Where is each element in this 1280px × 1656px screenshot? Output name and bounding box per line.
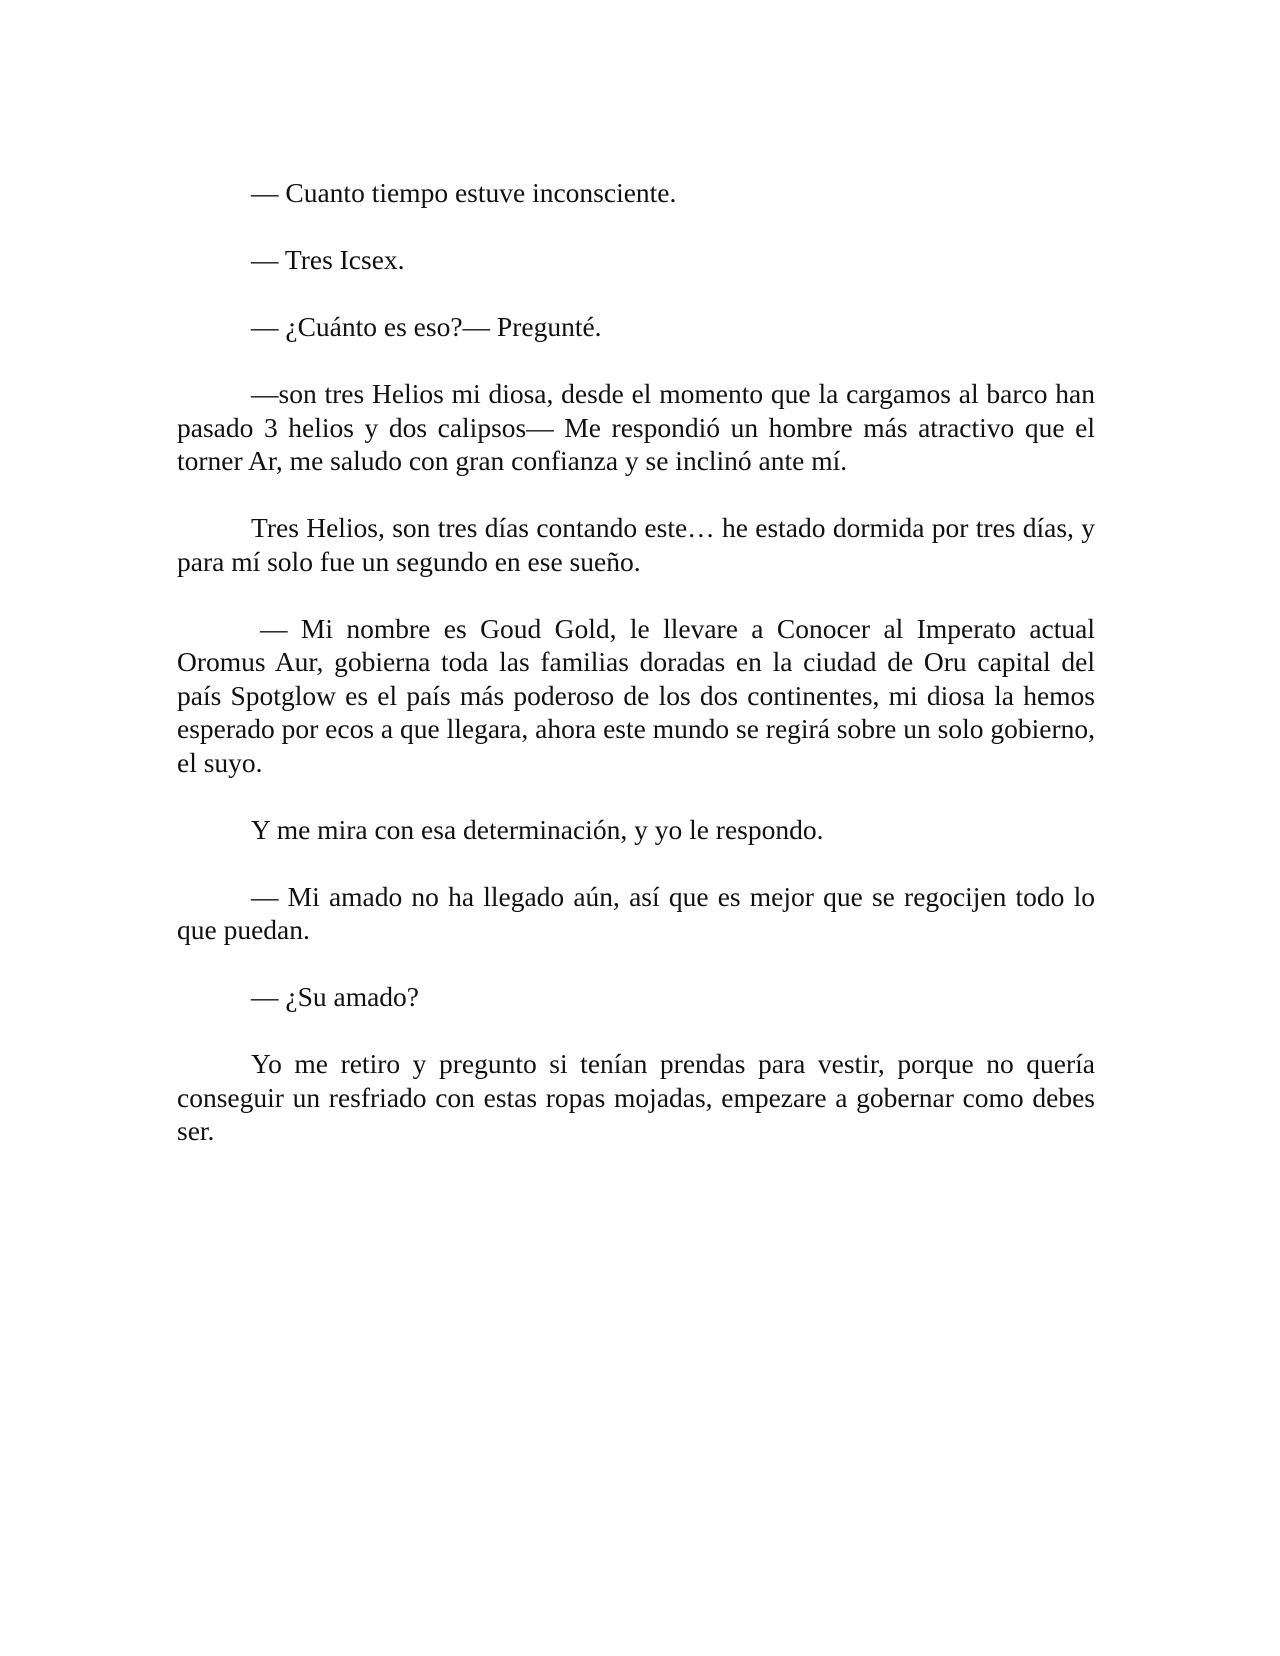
document-page xyxy=(177,176,1095,1181)
paragraph-5: Tres Helios, son tres días contando este… he estado dormida por tres días, y para mí solo fue un segundo en ese sueño. xyxy=(177,512,1095,577)
paragraph-9: — ¿Su amado? xyxy=(251,981,420,1012)
paragraph-1: — Cuanto tiempo estuve inconsciente. xyxy=(251,177,677,208)
paragraph-6: — Mi nombre es Goud Gold, le llevare a Conocer al Imperato actual Oromus Aur, gobierna toda las familias doradas en la ciudad de Oru capital del país Spotglow es el país más poderoso de los dos continentes, mi diosa la hemos esperado por ecos a que llegara, ahora este mundo se regirá sobre un solo gobierno, el suyo. xyxy=(177,612,1095,778)
paragraph-4: —son tres Helios mi diosa, desde el momento que la cargamos al barco han pasado 3 helios y dos calipsos— Me respondió un hombre más atractivo que el torner Ar, me saludo con gran confianza y se inclinó ante mí. xyxy=(177,378,1095,476)
paragraph-3: — ¿Cuánto es eso?— Pregunté. xyxy=(251,311,602,342)
paragraph-7: Y me mira con esa determinación, y yo le respondo. xyxy=(251,813,824,845)
paragraph-10: Yo me retiro y pregunto si tenían prendas para vestir, porque no quería conseguir un resfriado con estas ropas mojadas, empezare a gobernar como debes ser. xyxy=(177,1048,1095,1146)
paragraph-2: — Tres Icsex. xyxy=(251,244,405,275)
paragraph-8: — Mi amado no ha llegado aún, así que es mejor que se regocijen todo lo que puedan. xyxy=(177,880,1095,945)
